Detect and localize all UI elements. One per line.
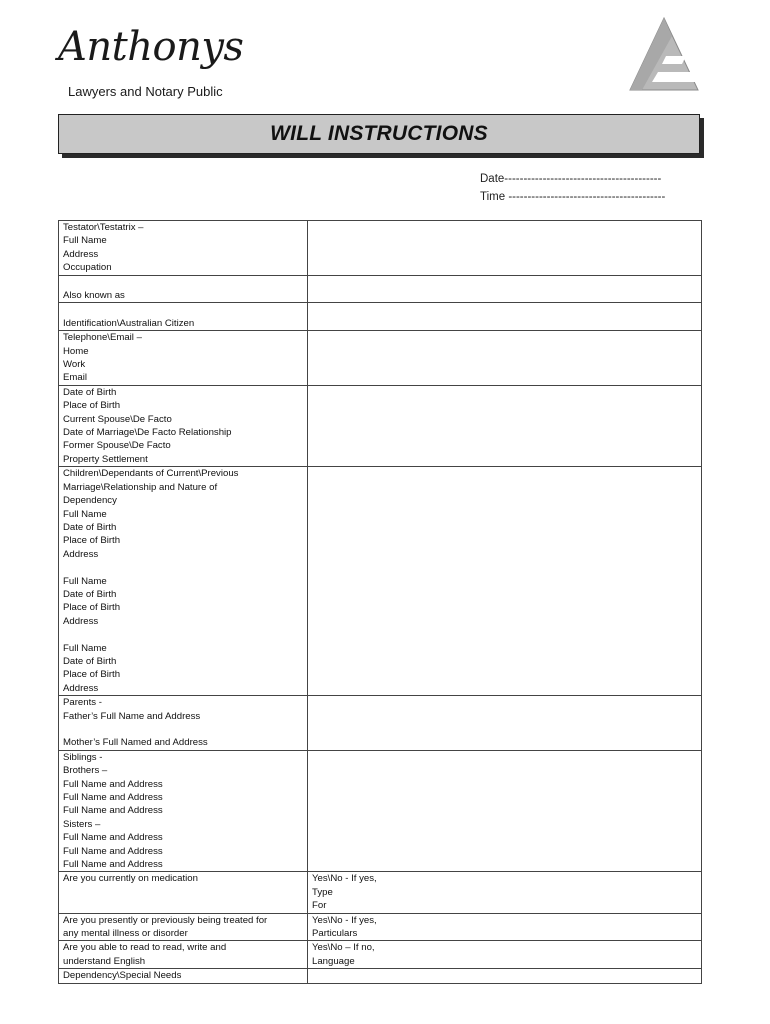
form-row: [59, 969, 702, 983]
field-label-cell: [59, 221, 308, 276]
field-label-cell: [59, 696, 308, 751]
field-label-cell: [59, 467, 308, 696]
field-label-line: Marriage\Relationship and Nature of: [63, 481, 218, 493]
field-label-line: Place of Birth: [63, 669, 121, 681]
answer-cell[interactable]: [308, 913, 702, 941]
field-label-line: Current Spouse\De Facto: [63, 413, 172, 425]
field-label-line: Address: [63, 248, 99, 260]
field-label-line: Email: [63, 372, 87, 384]
field-label-line: Full Name: [63, 575, 107, 587]
form-row: [59, 303, 702, 331]
field-label-line: understand English: [63, 955, 146, 967]
field-label-line: [63, 628, 303, 641]
answer-cell[interactable]: [308, 385, 702, 466]
field-label-cell: [59, 303, 308, 331]
field-label-line: Are you able to read to read, write and: [63, 942, 227, 954]
form-row: [59, 275, 702, 303]
field-label-cell: [59, 969, 308, 983]
field-label-line: Occupation: [63, 262, 112, 274]
field-label-line: Full Name and Address: [63, 859, 163, 871]
field-label-line: Testator\Testatrix –: [63, 222, 144, 233]
field-label-line: [63, 723, 303, 736]
date-time-block: [480, 170, 665, 206]
answer-prompt-line: Yes\No - If yes,: [312, 914, 377, 926]
answer-prompt-line: Language: [312, 955, 355, 967]
field-label-line: Dependency: [63, 495, 117, 507]
field-label-line: Full Name and Address: [63, 778, 163, 790]
field-label-cell: [59, 331, 308, 386]
date-line[interactable]: Date-----------------------------------------: [480, 173, 662, 185]
field-label-line: Parents -: [63, 697, 102, 709]
field-label-line: Father’s Full Name and Address: [63, 710, 201, 722]
answer-cell[interactable]: [308, 969, 702, 983]
field-label-line: Full Name: [63, 235, 107, 247]
form-row: [59, 872, 702, 913]
field-label-cell: [59, 275, 308, 303]
field-label-line: Address: [63, 615, 99, 627]
answer-cell[interactable]: [308, 696, 702, 751]
answer-prompt-line: Type: [312, 886, 333, 898]
time-line[interactable]: Time -----------------------------------------: [480, 191, 666, 203]
field-label-line: Date of Birth: [63, 655, 117, 667]
form-row: [59, 696, 702, 751]
answer-cell[interactable]: [308, 221, 702, 276]
form-row: [59, 750, 702, 872]
field-label-line: Mother’s Full Named and Address: [63, 737, 208, 749]
field-label-line: Date of Marriage\De Facto Relationship: [63, 427, 232, 439]
field-label-line: Address: [63, 548, 99, 560]
answer-prompt-line: Yes\No - If yes,: [312, 873, 377, 885]
form-row: [59, 331, 702, 386]
field-label-line: Place of Birth: [63, 602, 121, 614]
field-label-line: Are you currently on medication: [63, 873, 198, 885]
field-label-line: Full Name and Address: [63, 845, 163, 857]
field-label-line: Work: [63, 359, 86, 371]
brand-name: Anthonys: [58, 24, 244, 70]
field-label-line: any mental illness or disorder: [63, 928, 188, 940]
brand-tagline: Lawyers and Notary Public: [68, 84, 223, 99]
field-label-line: [63, 303, 303, 316]
field-label-line: Telephone\Email –: [63, 332, 142, 344]
field-label-line: Property Settlement: [63, 453, 148, 465]
field-label-line: Date of Birth: [63, 386, 117, 398]
field-label-line: [63, 276, 303, 289]
field-label-line: Place of Birth: [63, 535, 121, 547]
answer-cell[interactable]: [308, 941, 702, 969]
field-label-line: Address: [63, 682, 99, 694]
field-label-line: Also known as: [63, 290, 125, 302]
field-label-cell: [59, 941, 308, 969]
form-row: [59, 467, 702, 696]
answer-cell[interactable]: [308, 331, 702, 386]
answer-cell[interactable]: [308, 872, 702, 913]
answer-prompt-line: Yes\No – If no,: [312, 942, 375, 954]
form-row: [59, 385, 702, 466]
form-row: [59, 913, 702, 941]
answer-cell[interactable]: [308, 750, 702, 872]
brand-logo-text: [58, 18, 248, 76]
form-row: [59, 941, 702, 969]
field-label-line: Children\Dependants of Current\Previous: [63, 468, 239, 480]
field-label-line: Full Name and Address: [63, 832, 163, 844]
answer-cell[interactable]: [308, 467, 702, 696]
field-label-cell: [59, 872, 308, 913]
field-label-line: Are you presently or previously being treated for: [63, 914, 268, 926]
field-label-line: Sisters –: [63, 818, 101, 830]
form-title-banner: [58, 114, 700, 154]
field-label-cell: [59, 750, 308, 872]
field-label-line: [63, 561, 303, 574]
answer-prompt-line: Particulars: [312, 928, 358, 940]
field-label-line: Siblings -: [63, 751, 103, 763]
field-label-line: Dependency\Special Needs: [63, 970, 182, 982]
field-label-line: Full Name and Address: [63, 805, 163, 817]
field-label-line: Identification\Australian Citizen: [63, 317, 195, 329]
field-label-line: Former Spouse\De Facto: [63, 440, 171, 452]
field-label-line: Date of Birth: [63, 588, 117, 600]
field-label-line: Full Name: [63, 642, 107, 654]
field-label-line: Date of Birth: [63, 521, 117, 533]
answer-cell[interactable]: [308, 303, 702, 331]
will-instructions-table: [58, 220, 702, 984]
field-label-line: Home: [63, 345, 89, 357]
field-label-line: Full Name: [63, 508, 107, 520]
field-label-line: Brothers –: [63, 765, 108, 777]
field-label-cell: [59, 913, 308, 941]
field-label-cell: [59, 385, 308, 466]
field-label-line: Full Name and Address: [63, 791, 163, 803]
form-row: [59, 221, 702, 276]
field-label-line: Place of Birth: [63, 400, 121, 412]
form-title: WILL INSTRUCTIONS: [270, 122, 488, 145]
a-triangle-logo-icon: [628, 16, 700, 92]
answer-prompt-line: For: [312, 900, 327, 912]
answer-cell[interactable]: [308, 275, 702, 303]
